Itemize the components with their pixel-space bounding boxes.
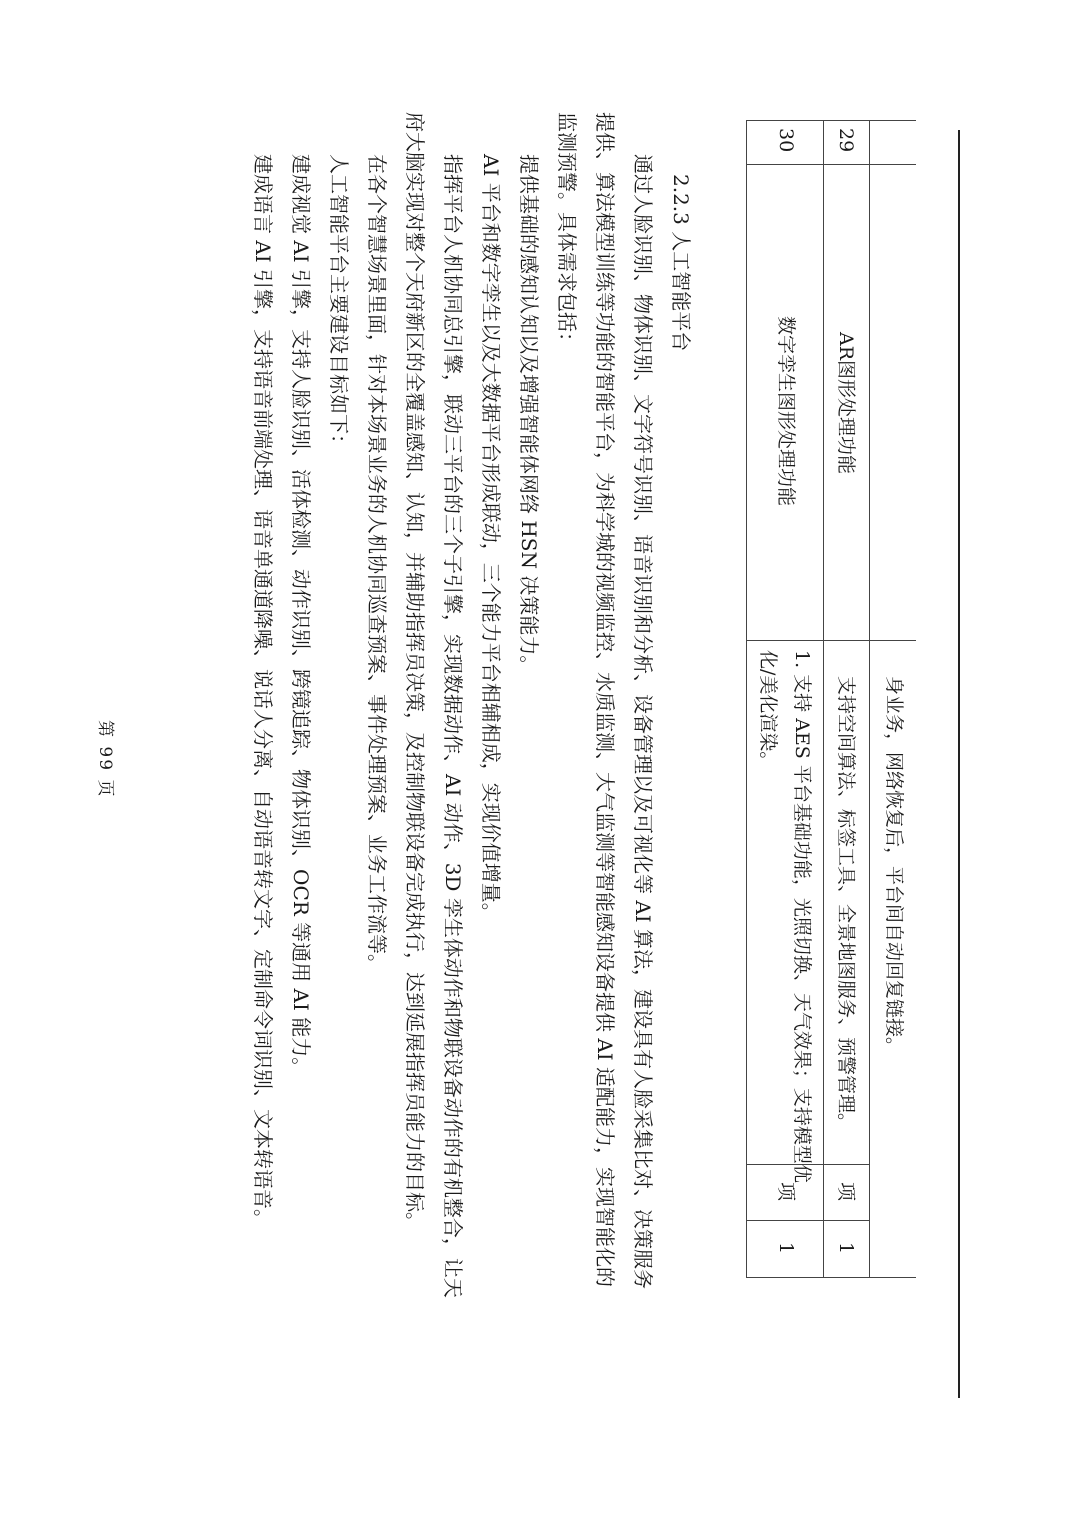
- table-cell-no: 29: [835, 128, 857, 153]
- paragraph: 建成语言 AI 引擎，支持语音前端处理、语音单通道降噪、说话人分离、自动语音转文字、定制命令词识别、文本转语音。: [251, 154, 275, 1230]
- table-cell-content: 1. 支持 AES 平台基础功能，光照切换、天气效果；支持模型优: [791, 650, 813, 1183]
- table-cell-qty: 1: [775, 1242, 797, 1255]
- col-separator: [746, 1220, 870, 1221]
- table-cell-qty: 1: [835, 1242, 857, 1255]
- paragraph: 在各个智慧场景里面，针对本场景业务的人机协同巡查预案、事件处理预案、业务工作流等。: [365, 154, 389, 974]
- paragraph: 通过人脸识别、物体识别、文字符号识别、语音识别和分析、设备管理以及可视化等 AI 算法，建设具有人脸采集比对、决策服务: [631, 154, 655, 1290]
- table-cell-content: 支持空间算法、标签工具、全景地图服务、预警管理。: [835, 676, 857, 1133]
- table-cell-content: 化/美化渲染。: [757, 650, 779, 771]
- table-cell-name: AR图形处理功能: [835, 332, 857, 475]
- section-heading: 2.2.3 人工智能平台: [669, 174, 693, 352]
- col-separator: [746, 640, 916, 641]
- col-separator: [746, 164, 916, 165]
- top-rule: [958, 130, 960, 1398]
- paragraph: 提供基础的感知认知以及增强智能体网络 HSN 决策能力。: [517, 154, 541, 676]
- requirements-table: [746, 120, 916, 1396]
- paragraph: 人工智能平台主要建设目标如下：: [327, 154, 351, 454]
- paragraph: AI 平台和数字孪生以及大数据平台形成联动，三个能力平台相辅相成，实现价值增量。: [479, 154, 503, 923]
- paragraph: 指挥平台人机协同总引擎，联动三平台的三个子引擎，实现数据动作、AI 动作、3D 孪生体动作和物联设备动作的有机整合，让天: [441, 154, 465, 1298]
- page-number: 第 99 页: [95, 720, 115, 799]
- paragraph: 建成视觉 AI 引擎，支持人脸识别、活体检测、动作识别、跨镜追踪、物体识别、OCR 等通用 AI 能力。: [289, 154, 313, 1078]
- paragraph: 提供、算法模型训练等功能的智能平台，为科学城的视频监控、水质监测、大气监测等智能感知设备提供 AI 适配能力，实现智能化的: [593, 112, 617, 1288]
- section-body: [244, 112, 700, 1442]
- paragraph: 府大脑实现对整个天府新区的全覆盖感知、认知，并辅助指挥员决策，及控制物联设备完成执行，达到延展指挥员能力的目标。: [403, 112, 427, 1232]
- paragraph: 监测预警。具体需求包括：: [555, 112, 579, 352]
- table-cell-name: 数字孪生图形处理功能: [775, 316, 797, 507]
- table-cell-no: 30: [775, 128, 797, 153]
- table-cell-unit: 项: [835, 1182, 857, 1202]
- row-separator: [869, 120, 870, 1278]
- table-cell-unit: 项: [775, 1182, 797, 1202]
- row-separator: [823, 120, 824, 1278]
- table-cell-content: 身业务，网络恢复后，平台间自动回复链接。: [883, 676, 905, 1057]
